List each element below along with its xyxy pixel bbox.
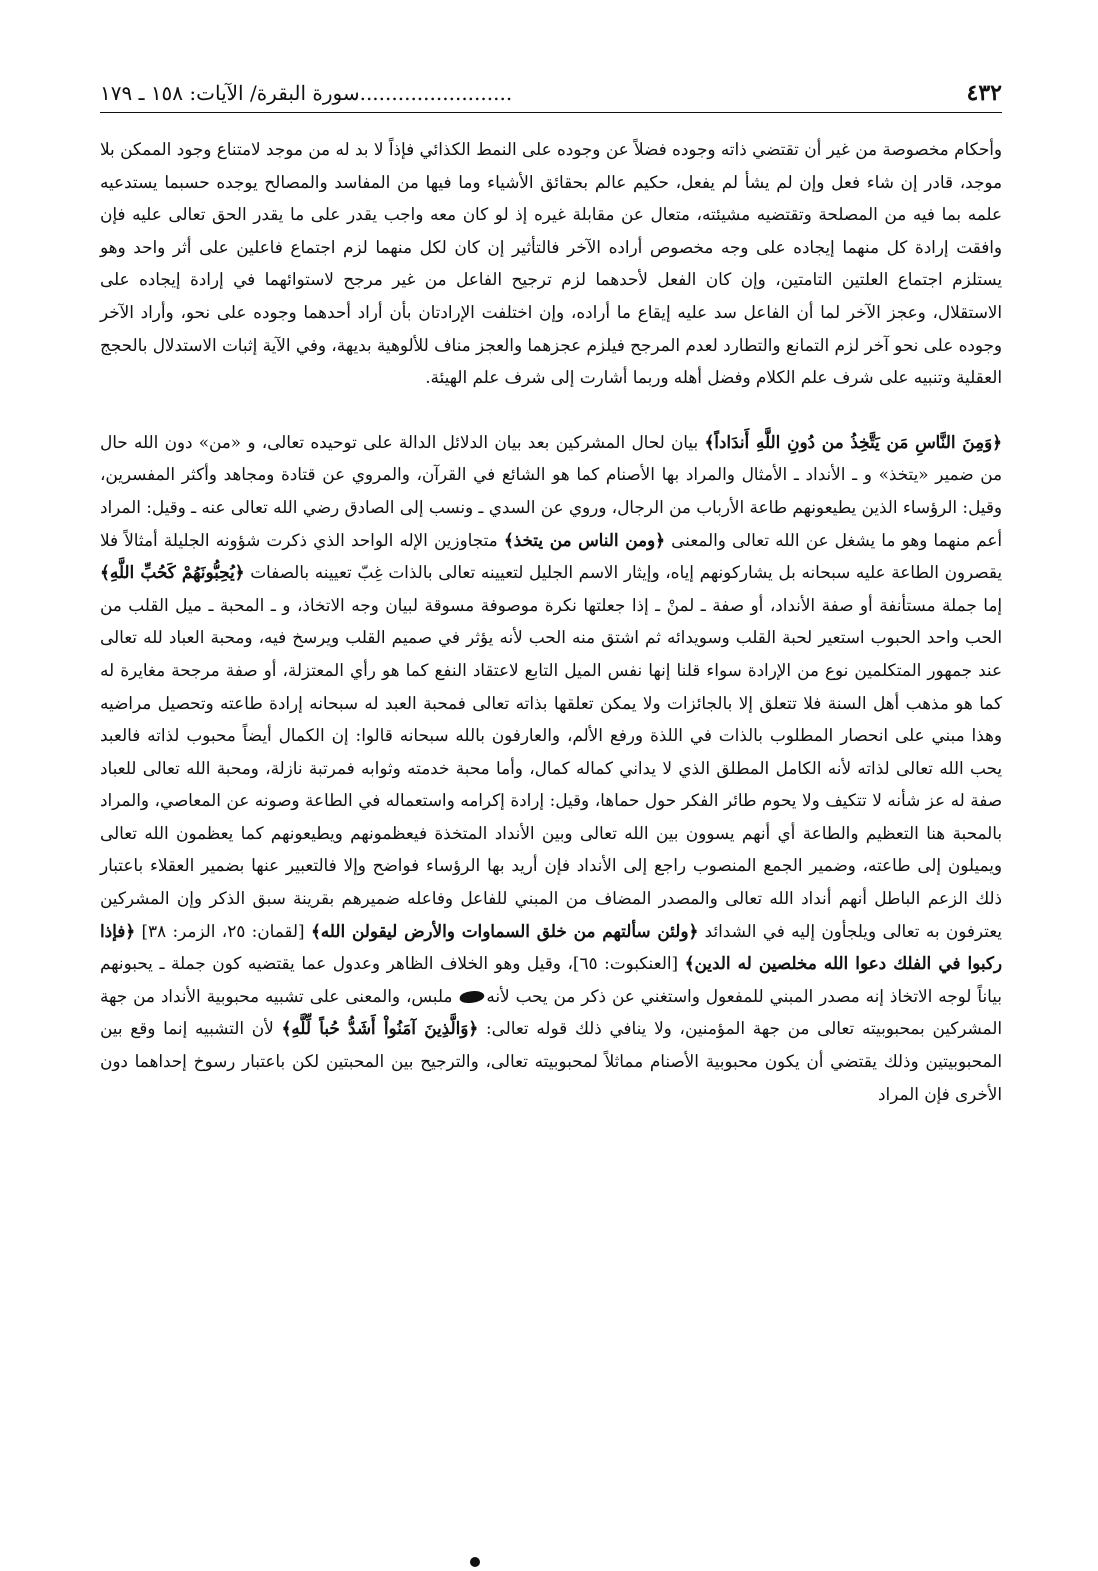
commentary-text: بيان لحال المشركين بعد بيان الدلائل الدالة على توحيده تعالى، و «من» دون الله حال من ضمير «يتخذ» و ـ الأنداد ـ الأمثال والمراد بها الأصنام كما هو الشائع في القرآن، والمروي عن قتادة ومجاهد وأكثر المفسرين، وقيل: الرؤساء الذين يطيعونهم طاعة الأرباب من الرجال، وروي عن السدي ـ ونسب إلى الصادق رضي الله تعالى عنه ـ وقيل: المراد أعم منهما وهو ما يشغل عن الله تعالى والمعنى: [100, 431, 1002, 550]
paragraph-1: وأحكام مخصوصة من غير أن تقتضي ذاته وجوده فضلاً عن وجوده على النمط الكذائي فإذاً لا بد له من موجد لامتناع وجود الممكن بلا موجد، قادر إن شاء فعل وإن لم يشأ لم يفعل، حكيم عالم بحقائق الأشياء وما فيها من المفاسد والمصالح يوجده حسبما يستدعيه علمه بما فيه من المصلحة وتقتضيه مشيئته، متعال عن مقابلة غيره إذ لو كان معه واجب يقدر على ما يقدر الحق تعالى عليه فإن وافقت إرادة كل منهما إيجاده على وجه مخصوص أراده الآخر فالتأثير إن كان لكل منهما لزم اجتماع فاعلين على أثر واحد وهو يستلزم اجتماع العلتين التامتين، وإن كان الفعل لأحدهما لزم ترجيح الفاعل من غير مرجح لاستوائهما في إرادة إيجاده على الاستقلال، وعجز الآخر لما أن الفاعل سد عليه إيقاع ما أراده، وإن اختلفت الإرادتان بأن أراد أحدهما وجوده على نحو، وأراد الآخر وجوده على نحو آخر لزم التمانع والتطارد لعدم المرجح فيلزم عجزهما والعجز مناف للألوهية بديهة، وفي الآية إثبات الاستدلال بالحجج العقلية وتنبيه على شرف علم الكلام وفضل أهله وربما أشارت إلى شرف علم الهيئة.: [99, 139, 1002, 388]
running-title: [100, 78, 512, 108]
commentary-text: متجاوزين الإله الواحد الذي ذكرت شؤونه الجليلة أمثالاً فلا يقصرون الطاعة عليه سبحانه بل يشاركونهم إياه، وإيثار الاسم الجليل لتعيينه تعالى بالذات غِبّ تعيينه بالصفات: [100, 529, 1002, 583]
running-head: [100, 78, 1002, 113]
citation: [لقمان: ٢٥، الزمر: ٣٨]: [135, 920, 311, 941]
paragraph-2: [100, 426, 1002, 1110]
commentary-text: [العنكبوت: ٦٥]، وقيل وهو الخلاف الظاهر وعدول عما يقتضيه كون جملة ـ يحبونهم بياناً لوجه الاتخاذ إنه مصدر المبني للمفعول واستغني عن ذكر من يحب لأنه: [100, 953, 1002, 1006]
quran-verse: ﴿فإذا ركبوا في الفلك دعوا الله مخلصين له الدين﴾: [100, 920, 1002, 974]
leader-dots: ........................: [359, 81, 513, 105]
quran-verse: ﴿وَالَّذِينَ آمَنُواْ أَشَدُّ حُباً لِّلَّهِ﴾: [281, 1018, 479, 1039]
commentary-text: لأن التشبيه إنما وقع بين المحبوبيتين وذلك يقتضي أن يكون محبوبية الأصنام مماثلاً لمحبوبيته تعالى، والترجيح بين المحبتين لكن باعتبار رسوخ إحداهما دون الأخرى فإن المراد: [100, 1018, 1002, 1104]
page-number: ٤٣٢: [966, 80, 1002, 106]
commentary-text: إما جملة مستأنفة أو صفة الأنداد، أو صفة ـ لمنْ ـ إذا جعلتها نكرة موصوفة مسوقة لبيان وجه الاتخاذ، و ـ المحبة ـ ميل القلب من الحب واحد الحبوب استعير لحبة القلب وسويدائه ثم اشتق منه الحب لأنه يؤثر في صميم القلب ويرسخ فيه، ومحبة العباد لله تعالى عند جمهور المتكلمين نوع من الإرادة سواء قلنا إنها نفس الميل التابع لاعتقاد النفع كما هو رأي المعتزلة، أو صفة مرجحة مغايرة له كما هو مذهب أهل السنة فلا تتعلق إلا بالجائزات ولا يمكن تعلقها بذاته تعالى فمحبة العبد له سبحانه إرادة طاعته وتحصيل مراضيه وهذا مبني على انحصار المطلوب بالذات في اللذة ورفع الألم، والعارفون بالله سبحانه قالوا: إن الكمال أيضاً محبوب لذاته فالعبد يحب الله تعالى لذاته لأنه الكامل المطلق الذي لا يداني كماله كمال، وأما محبة خدمته وثوابه فمرتبة نازلة، ومحبة الله تعالى للعباد صفة له عز شأنه لا تتكيف ولا يحوم طائر الفكر حول حماها، وقيل: إرادة إكرامه واستعماله في الطاعة وصونه عن المعاصي، والمراد بالمحبة هنا التعظيم والطاعة أي أنهم يسوون بين الله تعالى وبين الأنداد المتخذة فيعظمونهم ويطيعونهم كما يعظمون الله تعالى ويميلون إلى طاعته، وضمير الجمع المنصوب راجع إلى الأنداد فإن أريد بها الرؤساء فواضح وإلا فالتعبير عنها بضمير العقلاء باعتبار ذلك الزعم الباطل أنهم أنداد الله تعالى والمصدر المضاف من المبني للفاعل وفاعله ضميرهم بقرينة سبق الذكر وإن المشركين يعترفون به تعالى ويلجأون إليه في الشدائد: [100, 594, 1002, 941]
body-text: [100, 133, 1002, 1110]
quran-verse: ﴿وَمِنَ النَّاسِ مَن يَتَّخِذُ من دُونِ اللَّهِ أَندَاداً﴾: [704, 431, 1002, 452]
quran-verse: ﴿ومن الناس من يتخذ﴾: [503, 529, 665, 550]
quran-verse: ﴿يُحِبُّونَهُمْ كَحُبِّ اللَّهِ﴾: [100, 562, 245, 583]
surah-title: سورة البقرة/ الآيات: ١٥٨ ـ ١٧٩: [100, 81, 360, 105]
commentary-text: ملبس، والمعنى على تشبيه محبوبية الأنداد من جهة المشركين بمحبوبيته تعالى من جهة المؤمنين، ولا ينافي ذلك قوله تعالى:: [100, 985, 1002, 1039]
ink-dot-icon: [470, 1557, 480, 1567]
quran-verse: ﴿ولئن سألتهم من خلق السماوات والأرض ليقولن الله﴾: [310, 920, 699, 941]
ink-blot-icon: [459, 990, 486, 1004]
